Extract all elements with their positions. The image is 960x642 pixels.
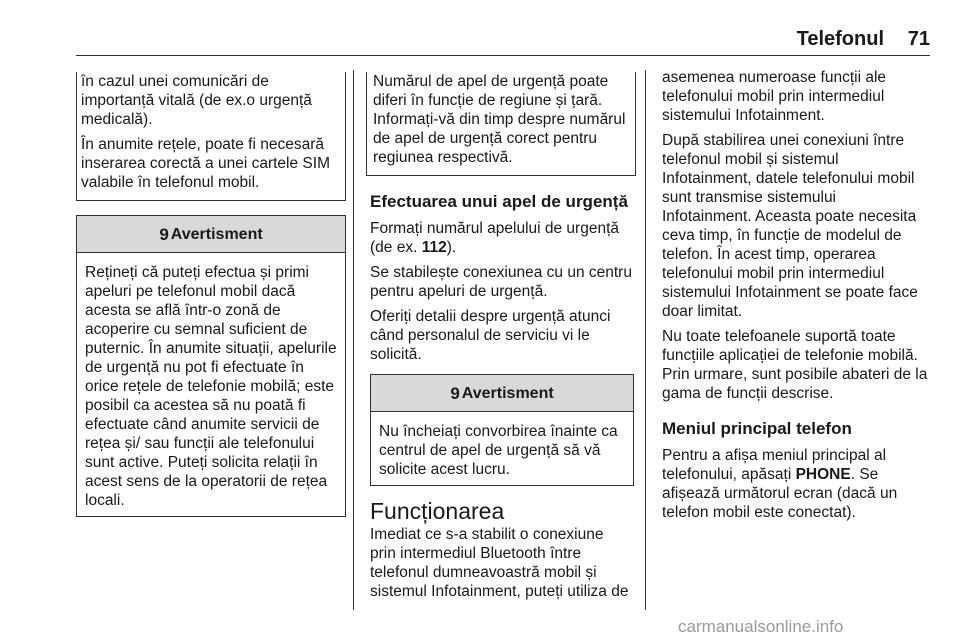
paragraph: Pentru a afișa meniul principal al telefonului, apăsați PHONE. Se afișează următorul ecran (dacă un telefon mobil este conectat). xyxy=(662,447,898,521)
paragraph: În anumite rețele, poate fi necesară inserarea corectă a unei cartele SIM valabile în telefonul mobil. xyxy=(81,136,330,191)
column-divider-1 xyxy=(353,70,354,610)
column-divider-2 xyxy=(645,70,646,610)
warning-header xyxy=(77,216,345,253)
page-number: 71 xyxy=(907,28,930,50)
column-1 xyxy=(80,72,342,517)
paragraph: Numărul de apel de urgență poate diferi în funcție de regiune și țară. Informați-vă din timp despre numărul de apel de urgență corect pentru regiunea respectivă. xyxy=(373,73,626,166)
section-heading: Funcționarea xyxy=(370,498,505,524)
warning-text: Rețineți că puteți efectua și primi apeluri pe telefonul mobil dacă acesta se află într-o zonă de acoperire cu semnal suficient de puternic. În anumite situații, apelurile de urgență nu pot fi efectuate în orice rețele de telefonie mobilă; este posibil ca acestea să nu poată fi efectuate când anumite servicii de rețea și/ sau funcții ale telefonului sunt active. Puteți solicita relații în acest sens de la operatorii de rețea locali. xyxy=(85,264,337,509)
warning-text: Nu încheiați convorbirea înainte ca centrul de apel de urgență să vă solicite acest lucru. xyxy=(379,423,618,478)
page-header xyxy=(0,22,960,62)
warning-icon: 9 xyxy=(159,224,169,244)
paragraph: Imediat ce s-a stabilit o conexiune prin intermediul Bluetooth între telefonul dumneavoastră mobil și sistemul Infotainment, puteți utiliza de xyxy=(370,526,629,600)
section-heading: Meniul principal telefon xyxy=(662,419,852,438)
paragraph: Se stabilește conexiunea cu un centru pentru apeluri de urgență. xyxy=(370,264,632,300)
watermark: carmanualsonline.info xyxy=(678,617,844,636)
paragraph: Formați numărul apelului de urgență (de ex. 112). xyxy=(370,220,619,256)
paragraph: asemenea numeroase funcții ale telefonului mobil prin intermediul sistemului Infotainment. xyxy=(662,69,887,124)
continued-box xyxy=(76,72,346,201)
page-title: Telefonul xyxy=(796,28,884,50)
warning-box xyxy=(76,215,346,517)
warning-box xyxy=(370,374,634,486)
continued-box xyxy=(366,72,636,176)
header-rule xyxy=(76,55,930,56)
paragraph: După stabilirea unei conexiuni între telefonul mobil și sistemul Infotainment, datele telefonului mobil sunt transmise sistemului Infotainment. Aceasta poate necesita ceva timp, în funcție de modelul de telefon. În acest timp, operarea telefonului mobil prin intermediul sistemului Infotainment se poate face doar limitat. xyxy=(662,132,918,320)
warning-title: Avertisment xyxy=(170,225,263,243)
warning-icon: 9 xyxy=(450,383,460,403)
paragraph: în cazul unei comunicări de importanță vitală (de ex.o urgență medicală). xyxy=(81,73,312,128)
paragraph: Oferiți detalii despre urgență atunci când personalul de serviciu vi le solicită. xyxy=(370,308,611,363)
section-heading: Efectuarea unui apel de urgență xyxy=(370,192,628,211)
warning-title: Avertisment xyxy=(461,384,554,402)
paragraph: Nu toate telefoanele suportă toate funcțiile aplicației de telefonie mobilă. Prin urmare, sunt posibile abateri de la gama de funcții descrise. xyxy=(662,328,928,402)
column-3 xyxy=(662,68,928,528)
column-2 xyxy=(370,72,632,607)
warning-header xyxy=(371,375,633,412)
